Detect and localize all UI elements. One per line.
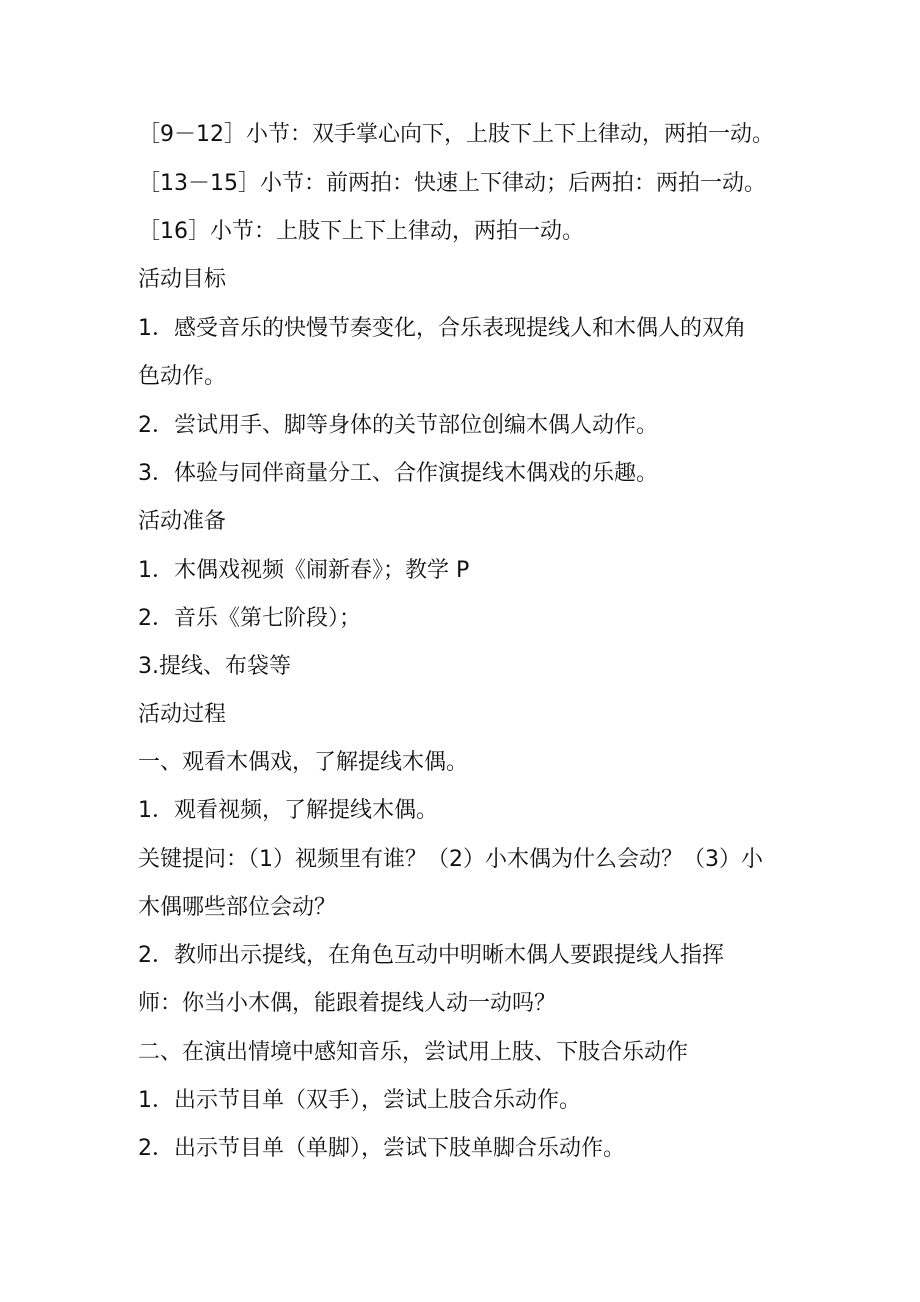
text-line: 1．出示节目单（双手），尝试上肢合乐动作。 <box>138 1088 581 1113</box>
text-line: ［13－15］小节：前两拍：快速上下律动；后两拍：两拍一动。 <box>138 171 766 196</box>
text-line: ［16］小节：上肢下上下上律动，两拍一动。 <box>138 219 584 244</box>
text-line: 2．教师出示提线，在角色互动中明晰木偶人要跟提线人指挥 <box>138 943 724 968</box>
text-line: 关键提问：（1）视频里有谁？（2）小木偶为什么会动？（3）小 <box>138 847 763 872</box>
text-line: 1．感受音乐的快慢节奏变化，合乐表现提线人和木偶人的双角 <box>138 316 746 341</box>
text-line: 2．尝试用手、脚等身体的关节部位创编木偶人动作。 <box>138 413 658 438</box>
text-line: 木偶哪些部位会动？ <box>138 895 337 920</box>
text-line: 2．出示节目单（单脚），尝试下肢单脚合乐动作。 <box>138 1136 625 1161</box>
text-line: ［9－12］小节：双手掌心向下，上肢下上下上律动，两拍一动。 <box>138 122 774 147</box>
text-line: 二、在演出情境中感知音乐，尝试用上肢、下肢合乐动作 <box>138 1040 689 1065</box>
text-line: 1．木偶戏视频《闹新春》；教学 P <box>138 558 470 583</box>
section-heading: 活动准备 <box>138 509 227 534</box>
text-line: 色动作。 <box>138 364 227 389</box>
text-line: 师：你当小木偶，能跟着提线人动一动吗？ <box>138 991 557 1016</box>
section-heading: 活动目标 <box>138 267 227 292</box>
text-line: 3．体验与同伴商量分工、合作演提线木偶戏的乐趣。 <box>138 461 658 486</box>
text-line: 1．观看视频，了解提线木偶。 <box>138 798 438 823</box>
text-line: 一、观看木偶戏，了解提线木偶。 <box>138 750 469 775</box>
text-line: 3.提线、布袋等 <box>138 654 291 679</box>
text-line: 2．音乐《第七阶段）； <box>138 606 361 631</box>
section-heading: 活动过程 <box>138 702 227 727</box>
